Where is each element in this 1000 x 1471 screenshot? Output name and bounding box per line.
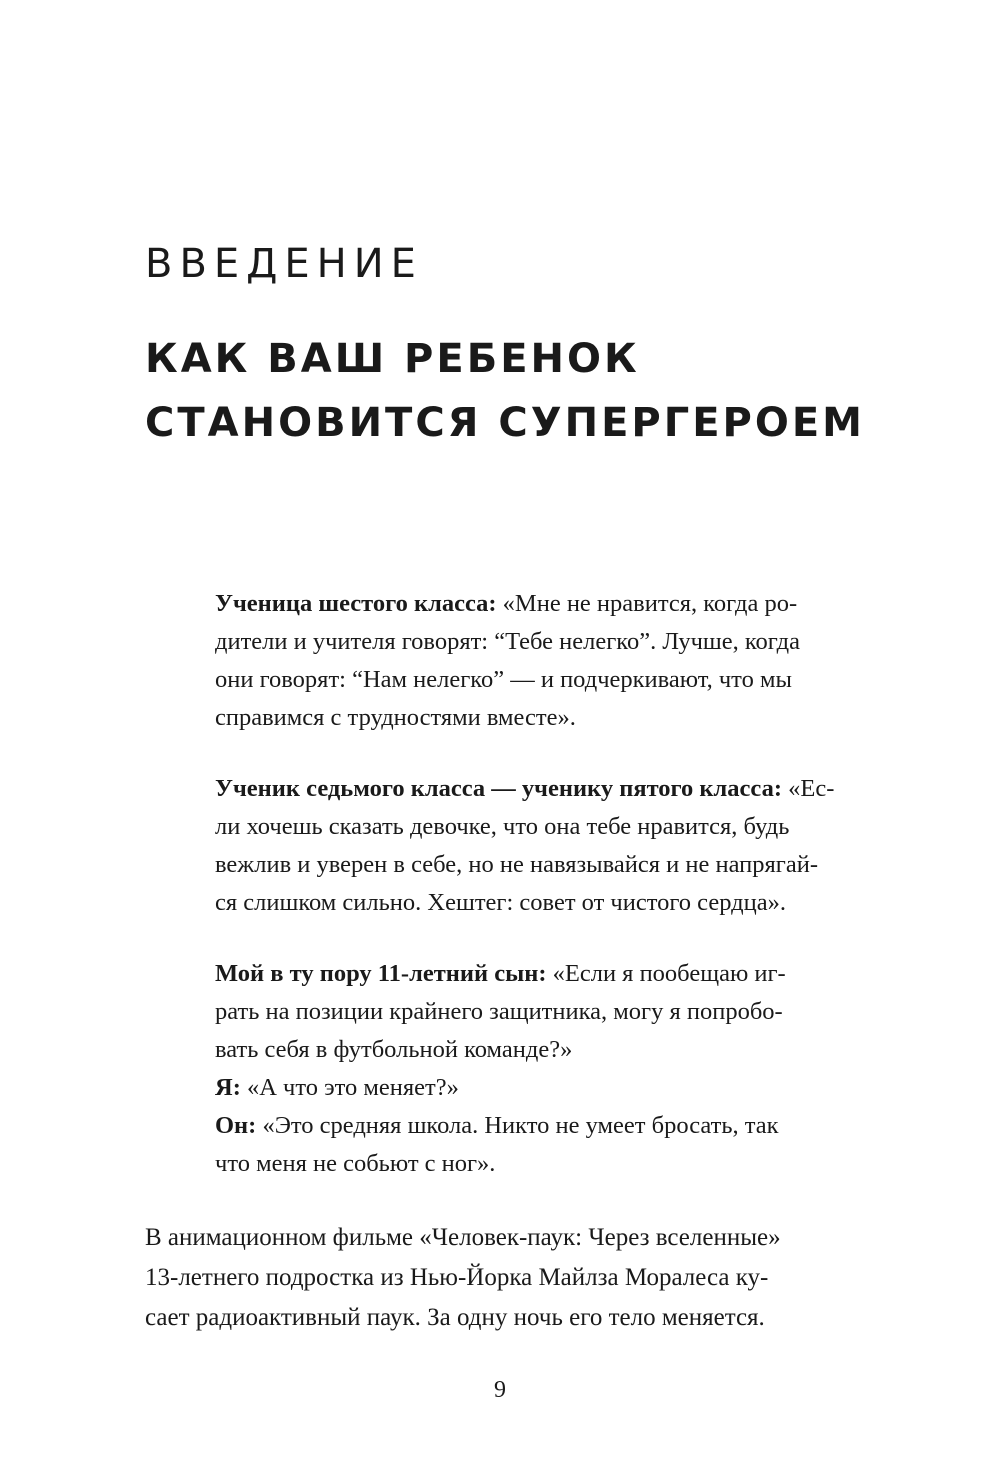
chapter-title-line: СТАНОВИТСЯ СУПЕРГЕРОЕМ [145,400,865,446]
body-line: В анимационном фильме «Человек-паук: Через вселенные» [145,1224,781,1251]
epigraph-line: ся слишком сильно. Хештег: совет от чистого сердца». [215,889,786,916]
epigraph-speaker: Ученица шестого класса: [215,590,497,617]
epigraph-line: вежлив и уверен в себе, но не навязывайся и не напрягай- [215,851,818,878]
epigraph-line: справимся с трудностями вместе». [215,704,576,731]
epigraph-line [215,770,865,808]
epigraph-line: ли хочешь сказать девочке, что она тебе нравится, будь [215,813,790,840]
body-line: сает радиоактивный паук. За одну ночь его тело меняется. [145,1304,765,1331]
body-paragraph [145,1218,865,1338]
epigraph-line: вать себя в футбольной команде?» [215,1036,573,1063]
dialogue-text: «А что это меняет?» [240,1074,459,1101]
epigraph-text: «Мне не нравится, когда ро- [496,590,798,617]
body-line: 13-летнего подростка из Нью-Йорка Майлза Моралеса ку- [145,1264,769,1291]
dialogue-speaker: Он: [215,1112,257,1139]
epigraph-line: что меня не собьют с ног». [215,1150,496,1177]
epigraph-line [215,585,865,623]
epigraph-text: «Ес- [782,775,835,802]
epigraph-line [215,955,865,993]
page-number: 9 [494,1377,506,1403]
dialogue-text: «Это средняя школа. Никто не умеет бросать, так [256,1112,779,1139]
epigraph-quote [215,585,865,737]
dialogue-line [215,1069,865,1107]
epigraph-text: «Если я пообещаю иг- [546,960,786,987]
epigraph-line: дители и учителя говорят: “Тебе нелегко”. Лучше, когда [215,628,800,655]
epigraph-quote [215,770,865,922]
chapter-title [145,327,905,455]
dialogue-speaker: Я: [215,1074,241,1101]
chapter-title-line: КАК ВАШ РЕБЕНОК [145,336,640,382]
epigraph-quote [215,955,865,1183]
epigraph-speaker: Ученик седьмого класса — ученику пятого класса: [215,775,782,802]
dialogue-line [215,1107,865,1145]
epigraph-line: они говорят: “Нам нелегко” — и подчеркивают, что мы [215,666,792,693]
chapter-label: ВВЕДЕНИЕ [145,241,423,287]
epigraph-speaker: Мой в ту пору 11-летний сын: [215,960,547,987]
epigraph-line: рать на позиции крайнего защитника, могу я попробо- [215,998,783,1025]
